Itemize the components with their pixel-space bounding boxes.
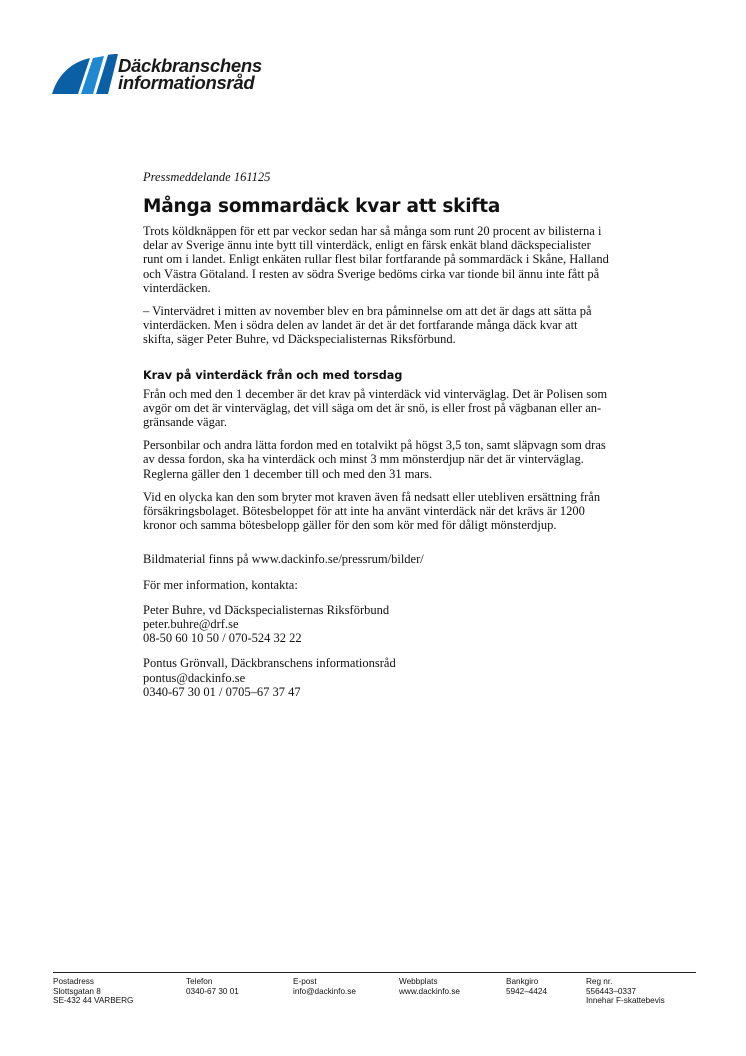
contact-email[interactable]: peter.buhre@drf.se [143,617,239,632]
org-name-line2: informationsråd [118,72,255,93]
org-name [118,57,262,91]
contact-name: Peter Buhre, vd Däckspecialisternas Riksförbund [143,602,390,617]
image-note: Bildmaterial finns på www.dackinfo.se/pressrum/bilder/ [143,552,424,567]
footer-bankgiro: Bankgiro 5942–4424 [506,977,547,996]
footer-web: Webbplats www.dackinfo.se [399,977,460,996]
press-label: Pressmeddelande 161125 [143,170,271,184]
contact-name: Pontus Grönvall, Däckbranschens informationsråd [143,656,396,671]
intro-paragraph: Trots köldknäppen för ett par veckor sedan har så många som runt 20 procent av bilisterna i delar av Sverige ännu inte bytt till vinterdäck, enligt en färsk enkät bland däckspecialister runt om i landet. Enligt enkäten rullar flest bilar fortfarande på sommardäck i Skåne, Halland och Västra Götaland. I resten av södra Sverige bedöms cirka var tionde bil ännu inte fått på vinterdäcken. [143,224,609,295]
contact-intro: För mer information, kontakta: [143,577,298,592]
body-paragraph: Personbilar och andra lätta fordon med en totalvikt på högst 3,5 ton, samt släpvagn som dras av dessa fordon, ska ha vinterdäck och minst 3 mm mönsterdjup när det är vinterväglag. Reglerna gäller den 1 december till och med den 31 mars. [143,438,606,481]
body-paragraph: Vid en olycka kan den som bryter mot kraven även få nedsatt eller utebliven ersättning från försäkringsbolaget. Bötesbeloppet för att inte ha använt vinterdäck när det krävs är 1200 kronor och samma bötesbelopp gäller för den som kör med för dåligt mönsterdjup. [143,489,601,533]
footer-phone: Telefon 0340-67 30 01 [186,977,239,996]
page-title: Många sommardäck kvar att skifta [143,196,501,217]
contact-phone: 08-50 60 10 50 / 070-524 32 22 [143,631,302,646]
footer-web-link[interactable]: www.dackinfo.se [399,986,460,996]
contact-email[interactable]: pontus@dackinfo.se [143,670,246,685]
section-heading: Krav på vinterdäck från och med torsdag [143,368,403,382]
footer-address: Postadress Slottsgatan 8 SE-432 44 VARBERG [53,977,134,1006]
logo-mark-icon [50,50,120,96]
org-name-line1: Däckbranschens [118,55,262,76]
footer-divider [53,972,696,973]
contact-phone: 0340-67 30 01 / 0705–67 37 47 [143,684,301,699]
footer-email-link[interactable]: info@dackinfo.se [293,986,356,996]
contact-block [143,603,663,646]
press-release [143,170,663,708]
body-paragraph: Från och med den 1 december är det krav på vinterdäck vid vinterväglag. Det är Polisen som avgör om det är vinterväglag, det vill säga om det är snö, is eller frost på vägbanan eller an- gränsande vägar. [143,386,608,430]
org-logo [50,50,280,100]
footer-reg: Reg nr. 556443–0337 Innehar F-skattebevis [586,977,665,1006]
contact-block [143,656,663,699]
footer-email: E-post info@dackinfo.se [293,977,356,996]
contact-section [143,552,663,699]
quote-paragraph: – Vintervädret i mitten av november blev en bra påminnelse om att det är dags att sätta på vinterdäcken. Men i södra delen av landet är det är det fortfarande många däck kvar att skifta, säger Peter Buhre, vd Däckspecialisternas Riksförbund. [143,304,592,347]
